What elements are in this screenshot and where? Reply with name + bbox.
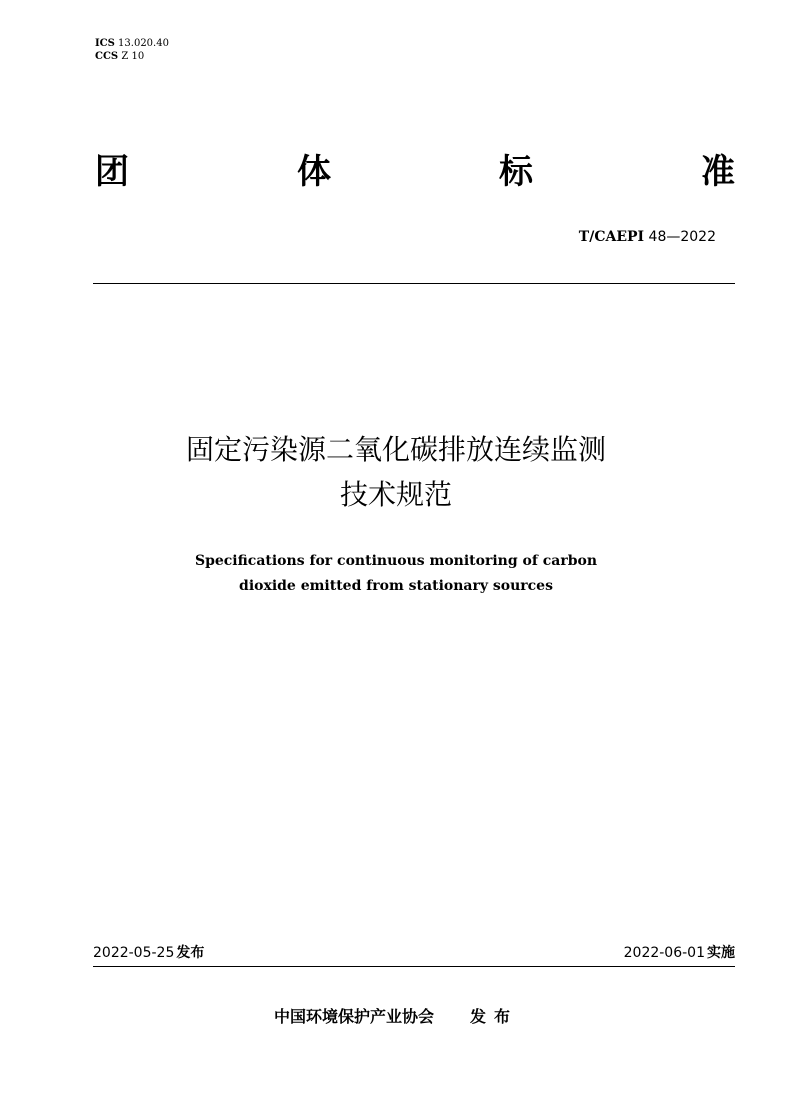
publisher-action: 发布 (470, 1007, 519, 1026)
standard-type-char: 团 (95, 152, 129, 192)
english-title-line-2: dioxide emitted from stationary sources (239, 578, 553, 594)
publisher-line (0, 1006, 792, 1028)
standard-type-char: 标 (499, 152, 533, 192)
implement-date-block (624, 944, 735, 962)
implement-word: 实施 (707, 945, 735, 961)
issue-word: 发布 (176, 945, 205, 961)
standard-number-value: 48—2022 (648, 229, 716, 245)
standard-type-char: 准 (701, 152, 735, 192)
chinese-title-line-2: 技术规范 (339, 478, 452, 511)
issue-date-block (93, 944, 204, 962)
standard-type-char: 体 (297, 152, 331, 192)
chinese-title (0, 427, 792, 517)
chinese-title-line-1: 固定污染源二氧化碳排放连续监测 (185, 433, 606, 466)
ics-classification (95, 38, 169, 50)
standard-type-heading (95, 150, 735, 194)
footer-divider (93, 966, 735, 967)
standard-org-code: T/CAEPI (578, 229, 645, 245)
implement-date: 2022-06-01 (623, 945, 705, 961)
english-title (0, 549, 792, 599)
english-title-line-1: Specifications for continuous monitoring of carbon (194, 553, 598, 569)
ics-label: ICS (95, 38, 115, 49)
ccs-classification (95, 51, 144, 63)
header-divider (93, 283, 735, 284)
standard-number (579, 228, 716, 246)
ccs-code: Z 10 (121, 51, 145, 62)
ics-code: 13.020.40 (118, 38, 169, 49)
issue-date: 2022-05-25 (93, 945, 175, 961)
ccs-label: CCS (95, 51, 119, 62)
publisher-name: 中国环境保护产业协会 (273, 1007, 434, 1026)
